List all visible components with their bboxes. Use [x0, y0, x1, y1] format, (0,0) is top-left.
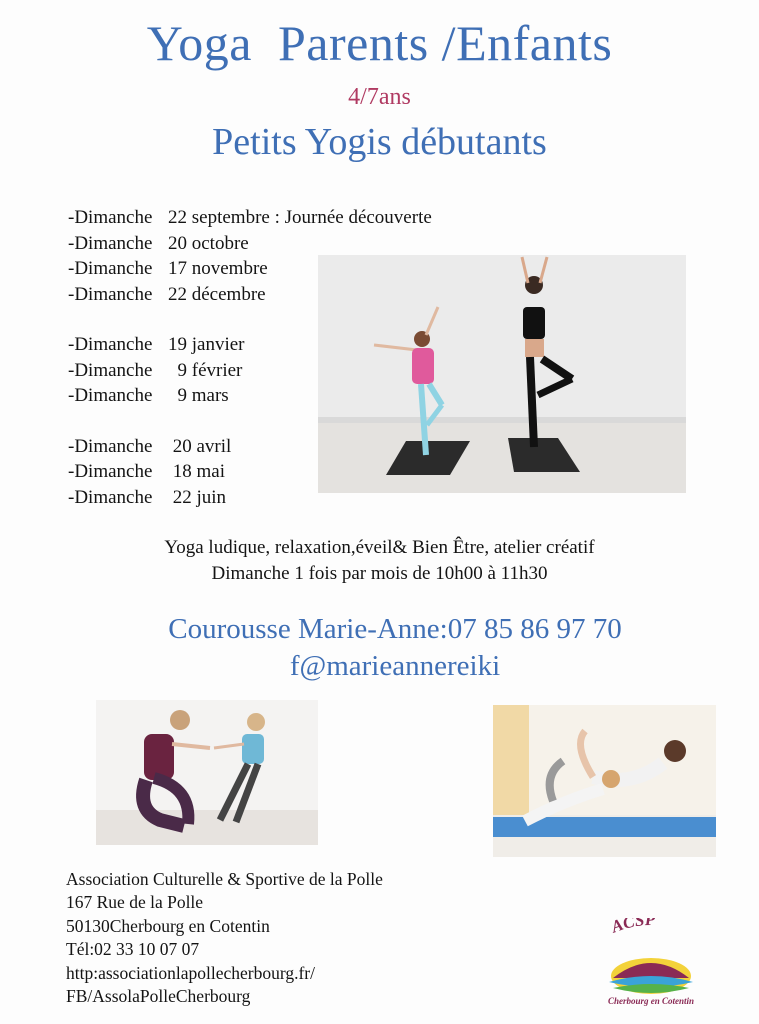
acsp-logo — [595, 918, 707, 1008]
schedule-date: 20 octobre — [168, 232, 249, 254]
schedule-date: 22 décembre — [168, 283, 266, 305]
schedule-day: -Dimanche — [68, 435, 153, 457]
schedule-date: 20 avril — [168, 435, 232, 457]
schedule-item — [68, 205, 432, 231]
schedule-date: 22 juin — [168, 486, 227, 508]
page-title: Yoga Parents /Enfants — [146, 15, 613, 71]
schedule-day: -Dimanche — [68, 258, 153, 279]
bow-pose-photo — [493, 705, 716, 857]
logo-text: ACSP — [608, 918, 656, 937]
age-range: 4/7ans — [348, 84, 411, 110]
schedule-date: 9 février — [168, 359, 243, 381]
address-line: 167 Rue de la Polle — [66, 892, 204, 913]
schedule-day: -Dimanche — [68, 385, 153, 406]
address-line: http:associationlapollecherbourg.fr/ — [66, 962, 315, 983]
contact-facebook: f@marieannereiki — [289, 650, 501, 682]
logo-subtext: Cherbourg en Cotentin — [607, 996, 695, 1006]
schedule-date: 19 janvier — [168, 334, 245, 355]
address-line: 50130Cherbourg en Cotentin — [66, 915, 270, 936]
schedule-day: -Dimanche — [68, 461, 153, 482]
schedule-day: -Dimanche — [68, 232, 153, 254]
schedule-day: -Dimanche — [68, 283, 153, 305]
partner-squat-photo — [96, 700, 318, 845]
schedule-item — [68, 231, 432, 257]
page-subtitle: Petits Yogis débutants — [212, 121, 547, 163]
schedule-date: 9 mars — [168, 385, 229, 406]
schedule-day: -Dimanche — [68, 486, 153, 508]
svg-text:ACSP — [608, 918, 656, 937]
address-line: FB/AssolaPolleCherbourg — [66, 986, 251, 1007]
contact-name-phone: Courousse Marie-Anne:07 85 86 97 70 — [168, 613, 622, 645]
description-line-2: Dimanche 1 fois par mois de 10h00 à 11h30 — [211, 563, 548, 584]
schedule-day: -Dimanche — [68, 334, 153, 355]
schedule-date: 22 septembre : Journée découverte — [168, 207, 432, 228]
schedule-day: -Dimanche — [68, 359, 153, 381]
schedule-date: 18 mai — [168, 461, 225, 482]
association-address — [66, 868, 383, 1008]
schedule-day: -Dimanche — [68, 207, 153, 228]
description-line-1: Yoga ludique, relaxation,éveil& Bien Être, atelier créatif — [164, 537, 595, 558]
address-line: Association Culturelle & Sportive de la Polle — [66, 869, 383, 889]
schedule-date: 17 novembre — [168, 258, 268, 279]
address-line: Tél:02 33 10 07 07 — [66, 939, 200, 960]
tree-pose-photo — [318, 255, 686, 493]
